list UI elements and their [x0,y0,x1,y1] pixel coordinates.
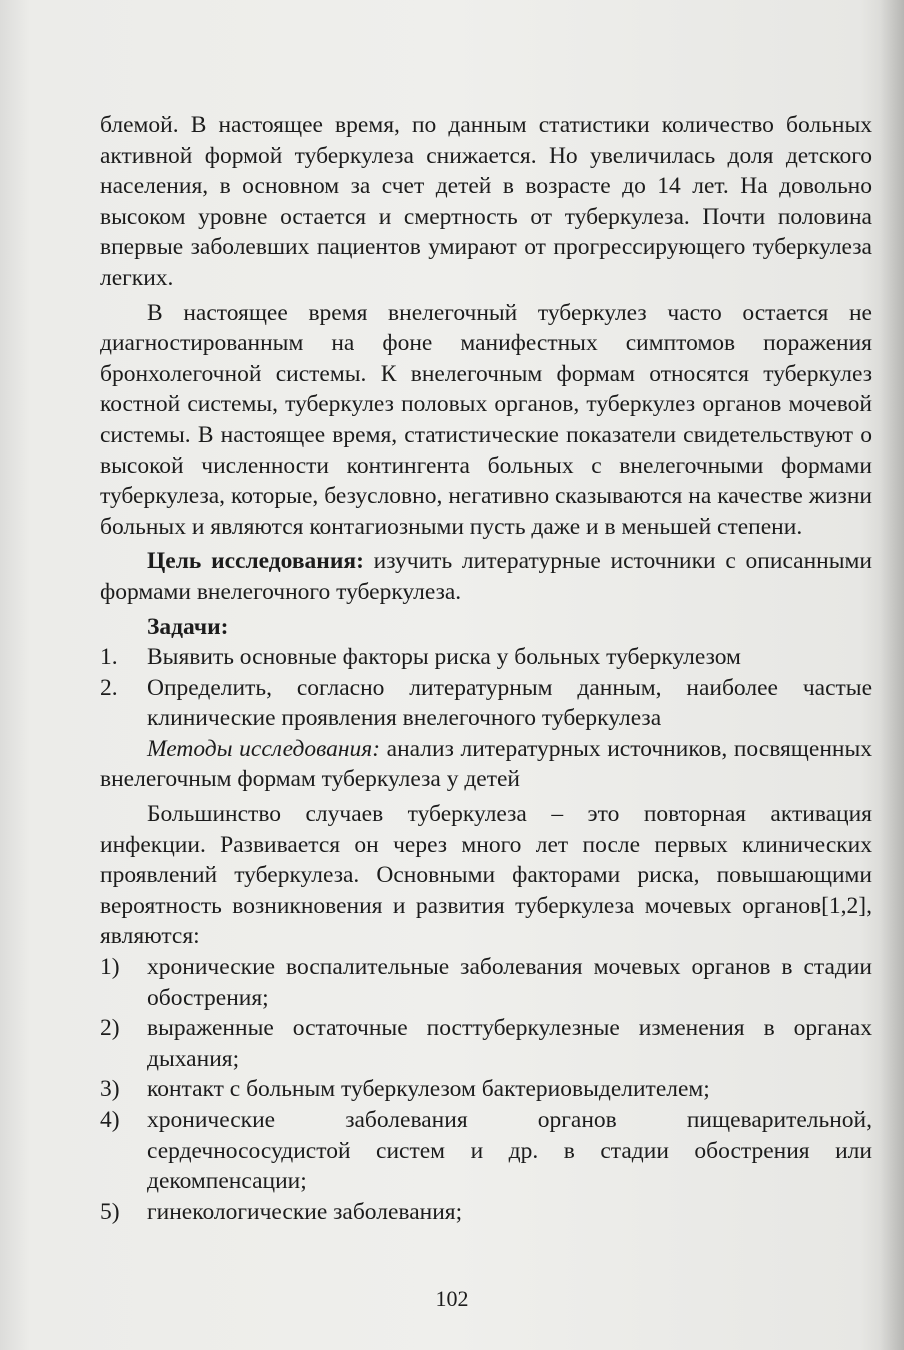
methods-text: анализ литературных источников, посвященных внелегочным формам туберкулеза у детей [100,735,873,793]
goal-text: изучить литературные источники с описанными формами внелегочного туберкулеза. [100,548,872,605]
risk-factor-item [100,952,872,1013]
methods-paragraph [100,734,872,795]
risk-factor-text: выраженные остаточные посттуберкулезные изменения в органах дыхания; [147,1015,872,1072]
task-number: 1. [100,644,118,671]
risk-factor-number: 5) [100,1198,120,1225]
risk-factor-number: 3) [100,1076,120,1103]
risk-factor-text: контакт с больным туберкулезом бактериовыделителем; [147,1076,710,1103]
page-edge-shadow [880,0,904,1350]
risk-factor-text: хронические воспалительные заболевания мочевых органов в стадии обострения; [147,954,872,1011]
paragraph-2: В настоящее время внелегочный туберкулез часто остается не диагностированным на фоне манифестных симптомов поражения бронхолегочной системы. К внелегочным формам относятся туберкулез костной системы, туберкулез половых органов, туберкулез органов мочевой системы. В настоящее время, статистические показатели свидетельствуют о высокой численности контингента больных с внелегочными формами туберкулеза, которые, безусловно, негативно сказываются на качестве жизни больных и являются контагиозными пусть даже и в меньшей степени. [100,299,872,540]
risk-factor-text: гинекологические заболевания; [147,1198,463,1225]
risk-factor-number: 4) [100,1107,120,1133]
risk-factor-item [100,1105,872,1197]
task-text: Выявить основные факторы риска у больных туберкулезом [147,644,741,671]
goal-paragraph [100,546,872,607]
risk-factor-number: 2) [100,1015,120,1042]
risk-factor-text: хронические заболевания органов пищеварительной, сердечнососудистой систем и др. в стадии обострения или декомпенсации; [147,1107,872,1195]
methods-label: Методы исследования: [147,735,381,762]
goal-label: Цель исследования: [147,548,364,575]
risk-factor-item [100,1074,872,1105]
paragraph-3: Большинство случаев туберкулеза – это повторная активация инфекции. Развивается он через много лет после первых клинических проявлений туберкулеза. Основными факторами риска, повышающими вероятность возникновения и развития туберкулеза мочевых органов[1,2], являются: [100,801,872,950]
task-text: Определить, согласно литературным данным, наиболее частые клинические проявления внелегочного туберкулеза [147,674,872,732]
page-text [100,110,872,1227]
risk-factor-item [100,1013,872,1074]
task-item [100,673,872,734]
task-item [100,642,872,673]
page-number: 102 [435,1286,469,1311]
risk-factor-number: 1) [100,954,120,981]
risk-factor-item [100,1197,872,1228]
paragraph-1: блемой. В настоящее время, по данным статистики количество больных активной формой туберкулеза снижается. Но увеличилась доля детского населения, в основном за счет детей в возрасте до 14 лет. На довольно высоком уровне остается и смертность от туберкулеза. Почти половина впервые заболевших пациентов умирают от прогрессирующего туберкулеза легких. [100,112,872,291]
tasks-heading: Задачи: [147,613,229,640]
task-number: 2. [100,674,118,701]
